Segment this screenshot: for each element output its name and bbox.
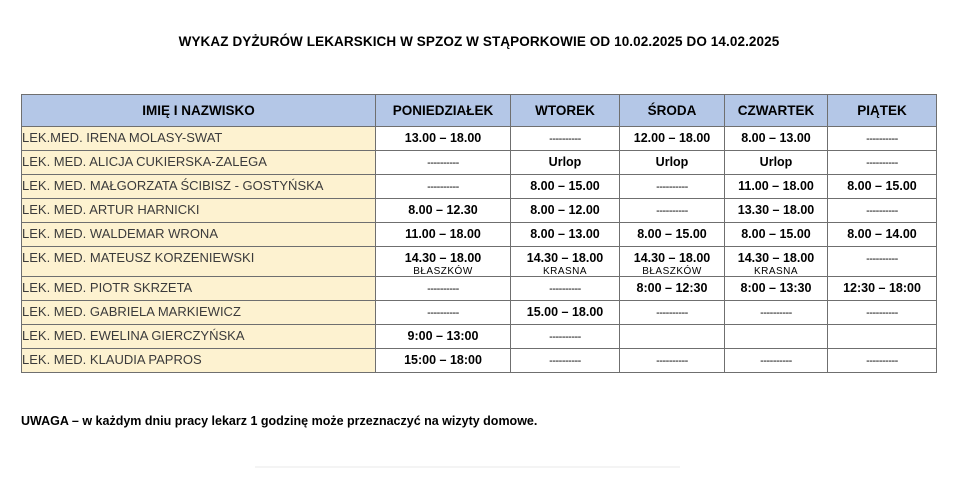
- duty-hours: ----------: [427, 181, 459, 193]
- duty-cell: [828, 301, 937, 325]
- duty-hours: 8.00 – 15.00: [847, 179, 917, 193]
- duty-cell: [376, 127, 511, 151]
- duty-cell: [828, 199, 937, 223]
- duty-location: KRASNA: [753, 266, 799, 277]
- document-title: WYKAZ DYŻURÓW LEKARSKICH W SPZOZ W STĄPORKOWIE OD 10.02.2025 DO 14.02.2025: [178, 34, 780, 49]
- header-row: [22, 95, 937, 127]
- duty-cell: [725, 325, 828, 349]
- duty-hours: 8:00 – 13:30: [740, 281, 812, 295]
- duty-hours: 15:00 – 18:00: [404, 353, 482, 367]
- duty-cell: [828, 175, 937, 199]
- duty-hours: ----------: [656, 307, 688, 319]
- duty-hours: ----------: [549, 355, 581, 367]
- duty-cell: [620, 223, 725, 247]
- doctor-name: LEK. MED. MATEUSZ KORZENIEWSKI: [22, 247, 376, 277]
- duty-hours: 15.00 – 18.00: [526, 305, 604, 319]
- duty-hours: ----------: [866, 133, 898, 145]
- duty-hours: 14.30 – 18.00: [526, 251, 604, 265]
- table-row: [22, 127, 937, 151]
- duty-cell: [725, 151, 828, 175]
- duty-hours: 13.00 – 18.00: [404, 131, 482, 145]
- duty-cell: [511, 175, 620, 199]
- duty-cell: [620, 349, 725, 373]
- duty-hours: ----------: [549, 331, 581, 343]
- doctor-name: LEK. MED. PIOTR SKRZETA: [22, 277, 376, 301]
- duty-hours: 12:30 – 18:00: [843, 281, 921, 295]
- table-row: [22, 349, 937, 373]
- duty-cell: [376, 325, 511, 349]
- header-monday: PONIEDZIAŁEK: [376, 95, 511, 127]
- duty-cell: [828, 223, 937, 247]
- duty-hours: 8.00 – 13.00: [741, 131, 811, 145]
- table-row: [22, 223, 937, 247]
- duty-cell: [828, 247, 937, 277]
- header-thursday: CZWARTEK: [725, 95, 828, 127]
- table-row: [22, 175, 937, 199]
- duty-cell: [620, 127, 725, 151]
- table-row: [22, 199, 937, 223]
- duty-hours: 8.00 – 12.00: [530, 203, 600, 217]
- duty-hours: ----------: [866, 253, 898, 265]
- duty-cell: [828, 325, 937, 349]
- duty-cell: [620, 301, 725, 325]
- duty-hours: 14.30 – 18.00: [404, 251, 482, 265]
- duty-cell: [620, 325, 725, 349]
- doctor-name: LEK. MED. MAŁGORZATA ŚCIBISZ - GOSTYŃSKA: [22, 175, 376, 199]
- duty-hours: 11.00 – 18.00: [738, 179, 814, 193]
- duty-cell: [828, 349, 937, 373]
- duty-hours: ----------: [549, 283, 581, 295]
- duty-cell: [725, 127, 828, 151]
- duty-hours: Urlop: [655, 155, 689, 169]
- duty-hours: ----------: [656, 205, 688, 217]
- duty-cell: [620, 151, 725, 175]
- duty-hours: Urlop: [759, 155, 793, 169]
- duty-cell: [511, 301, 620, 325]
- duty-hours: ----------: [549, 133, 581, 145]
- duty-hours: 14.30 – 18.00: [737, 251, 815, 265]
- duty-cell: [725, 199, 828, 223]
- doctor-name: LEK. MED. EWELINA GIERCZYŃSKA: [22, 325, 376, 349]
- duty-hours: 8.00 – 12.30: [408, 203, 478, 217]
- duty-cell: [376, 151, 511, 175]
- header-friday: PIĄTEK: [828, 95, 937, 127]
- table-row: [22, 247, 937, 277]
- header-wednesday: ŚRODA: [620, 95, 725, 127]
- duty-cell: [376, 277, 511, 301]
- note-text: UWAGA – w każdym dniu pracy lekarz 1 godzinę może przeznaczyć na wizyty domowe.: [21, 414, 538, 428]
- duty-hours: 13.30 – 18.00: [737, 203, 815, 217]
- duty-cell: [511, 349, 620, 373]
- duty-cell: [376, 199, 511, 223]
- duty-hours: ----------: [866, 157, 898, 169]
- duty-location: BŁASZKÓW: [642, 266, 702, 277]
- doctor-name: LEK. MED. GABRIELA MARKIEWICZ: [22, 301, 376, 325]
- duty-cell: [725, 247, 828, 277]
- divider: [255, 466, 680, 468]
- duty-cell: [725, 301, 828, 325]
- duty-hours: ----------: [866, 205, 898, 217]
- duty-cell: [620, 277, 725, 301]
- table-row: [22, 277, 937, 301]
- header-tuesday: WTOREK: [511, 95, 620, 127]
- table-row: [22, 325, 937, 349]
- duty-cell: [376, 223, 511, 247]
- duty-hours: ----------: [427, 283, 459, 295]
- duty-hours: 8.00 – 14.00: [847, 227, 917, 241]
- duty-hours: ----------: [760, 307, 792, 319]
- duty-cell: [376, 349, 511, 373]
- duty-cell: [376, 301, 511, 325]
- duty-cell: [620, 199, 725, 223]
- duty-cell: [376, 175, 511, 199]
- duty-cell: [376, 247, 511, 277]
- duty-cell: [620, 175, 725, 199]
- duty-cell: [511, 277, 620, 301]
- duty-hours: 14.30 – 18.00: [633, 251, 711, 265]
- duty-hours: ----------: [760, 355, 792, 367]
- duty-cell: [725, 277, 828, 301]
- duty-cell: [511, 127, 620, 151]
- duty-cell: [511, 151, 620, 175]
- duty-cell: [725, 175, 828, 199]
- duty-cell: [511, 223, 620, 247]
- duty-cell: [828, 277, 937, 301]
- duty-hours: ----------: [656, 181, 688, 193]
- duty-hours: 11.00 – 18.00: [405, 227, 481, 241]
- duty-hours: 9:00 – 13:00: [407, 329, 479, 343]
- duty-cell: [828, 151, 937, 175]
- duty-hours: ----------: [427, 157, 459, 169]
- duty-hours: ----------: [866, 355, 898, 367]
- duty-hours: Urlop: [548, 155, 582, 169]
- doctor-name: LEK. MED. ARTUR HARNICKI: [22, 199, 376, 223]
- doctor-name: LEK. MED. ALICJA CUKIERSKA-ZALEGA: [22, 151, 376, 175]
- duty-hours: 8.00 – 15.00: [637, 227, 707, 241]
- doctor-name: LEK. MED. WALDEMAR WRONA: [22, 223, 376, 247]
- duty-hours: 8.00 – 13.00: [530, 227, 600, 241]
- duty-cell: [511, 247, 620, 277]
- duty-hours: ----------: [866, 307, 898, 319]
- duty-schedule-table: [21, 94, 937, 373]
- doctor-name: LEK. MED. KLAUDIA PAPROS: [22, 349, 376, 373]
- duty-cell: [725, 349, 828, 373]
- duty-hours: 8:00 – 12:30: [636, 281, 708, 295]
- duty-cell: [725, 223, 828, 247]
- duty-cell: [828, 127, 937, 151]
- duty-cell: [511, 199, 620, 223]
- duty-location: KRASNA: [542, 266, 588, 277]
- duty-hours: 8.00 – 15.00: [741, 227, 811, 241]
- doctor-name: LEK.MED. IRENA MOLASY-SWAT: [22, 127, 376, 151]
- duty-location: BŁASZKÓW: [413, 266, 473, 277]
- duty-hours: 12.00 – 18.00: [633, 131, 711, 145]
- table-row: [22, 301, 937, 325]
- header-name: IMIĘ I NAZWISKO: [22, 95, 376, 127]
- duty-cell: [620, 247, 725, 277]
- duty-hours: ----------: [427, 307, 459, 319]
- duty-hours: 8.00 – 15.00: [530, 179, 600, 193]
- duty-cell: [511, 325, 620, 349]
- table-row: [22, 151, 937, 175]
- duty-hours: ----------: [656, 355, 688, 367]
